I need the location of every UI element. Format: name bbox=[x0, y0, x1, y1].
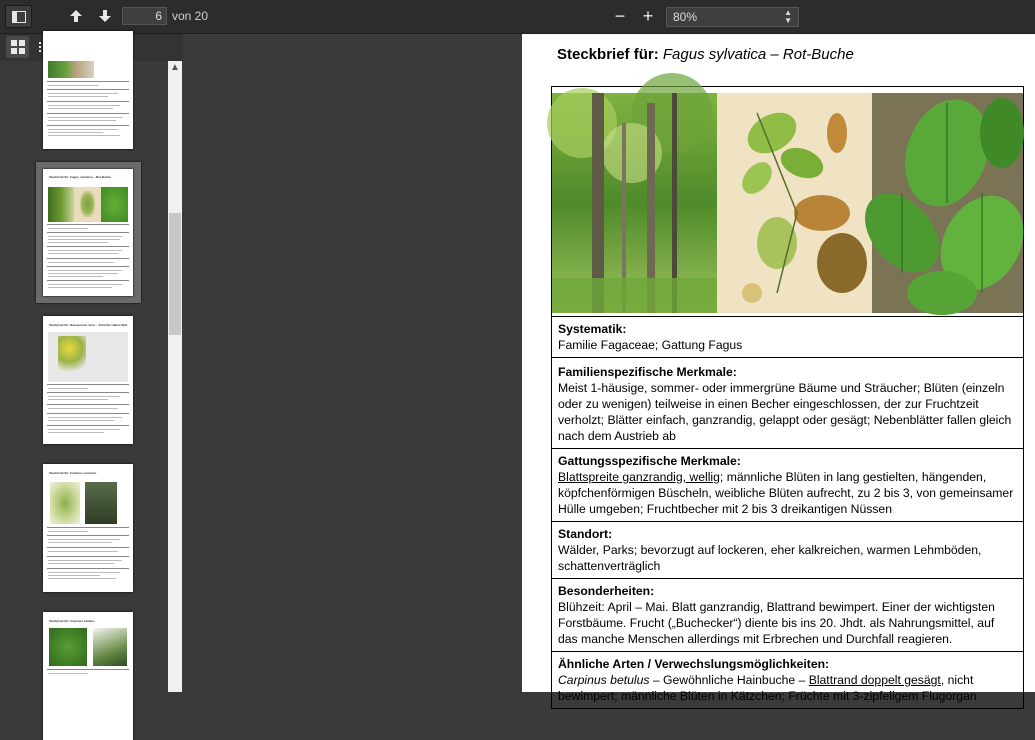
botanical-illustration bbox=[717, 93, 872, 313]
profile-table bbox=[551, 86, 1024, 709]
section-gattung: Gattungsspezifische Merkmale: Blattspreite ganzrandig, wellig; männliche Blüten in lang gestielten, hängenden, köpfchenförmigen Büscheln, weibliche Blüten aufrecht, zu 2 bis 3, von gemeinsamer Hülle umgeben; Fruchtbecher mit 2 bis 3 dreikantigen Nüssen bbox=[552, 449, 1023, 522]
page-count-label: von 20 bbox=[172, 9, 209, 23]
thumbnail-title: Steckbrief für: Fraxinus excelsior bbox=[49, 471, 97, 475]
section-systematik: Systematik: Familie Fagaceae; Gattung Fagus bbox=[552, 317, 1023, 358]
sidebar-toggle-button[interactable] bbox=[5, 5, 32, 28]
page-title: Steckbrief für: Fagus sylvatica – Rot-Buche bbox=[557, 46, 854, 63]
document-viewer[interactable] bbox=[183, 34, 1035, 703]
thumbnail-title: Steckbrief für: Fagus sylvatica – Rot-Buche bbox=[49, 175, 112, 179]
section-aehnliche-arten: Ähnliche Arten / Verwechslungsmöglichkeiten: Carpinus betulus – Gewöhnliche Hainbuche – Blattrand doppelt gesägt, nicht bewimpert; männliche Blüten in Kätzchen; Früchte mit 3-zipfeligem Flugorgan bbox=[558, 657, 977, 703]
scrollbar-thumb[interactable] bbox=[169, 213, 181, 335]
thumbnail-page-6[interactable] bbox=[43, 169, 133, 296]
thumbnail-page-7[interactable] bbox=[43, 316, 133, 444]
minus-icon: − bbox=[614, 5, 626, 26]
plus-icon: + bbox=[642, 5, 654, 26]
species-title: Fagus sylvatica – Rot-Buche bbox=[662, 46, 854, 63]
thumbnail-selected-frame[interactable] bbox=[36, 162, 141, 303]
thumbnail-image bbox=[50, 482, 80, 524]
next-page-button[interactable] bbox=[93, 5, 117, 27]
select-arrows-icon: ▲ ▼ bbox=[784, 8, 792, 25]
leaves-photo bbox=[872, 93, 1023, 313]
thumbnail-image bbox=[49, 628, 87, 666]
thumbnail-image bbox=[58, 336, 86, 378]
thumbnail-list[interactable] bbox=[0, 61, 168, 692]
thumbnail-scrollbar[interactable] bbox=[168, 61, 182, 692]
tab-thumbnails[interactable] bbox=[6, 36, 29, 58]
sidebar bbox=[0, 34, 183, 692]
thumbnail-page-9[interactable] bbox=[43, 612, 133, 740]
image-row bbox=[552, 87, 1023, 317]
toolbar bbox=[0, 0, 1035, 34]
thumbnail-image bbox=[48, 187, 74, 222]
thumbnail-page-8[interactable] bbox=[43, 464, 133, 592]
pdf-page bbox=[522, 34, 1035, 703]
zoom-select[interactable] bbox=[666, 7, 799, 27]
sidebar-toggle-icon bbox=[12, 11, 26, 23]
zoom-value: 80% bbox=[673, 10, 698, 24]
thumbnail-page-5[interactable] bbox=[43, 31, 133, 149]
section-standort: Standort: Wälder, Parks; bevorzugt auf lockeren, eher kalkreichen, warmen Lehmböden, schattenverträglich bbox=[552, 522, 1023, 579]
thumbnail-image bbox=[48, 61, 94, 78]
zoom-in-button[interactable] bbox=[636, 5, 660, 27]
thumbnail-title: Steckbrief für: Ranunculus acris – Scharfer Hahnenfuß bbox=[49, 323, 128, 327]
arrow-up-icon bbox=[69, 9, 83, 23]
scroll-up-icon[interactable]: ▲ bbox=[170, 62, 180, 73]
thumbnail-title: Steckbrief für: Carpinus betulus bbox=[49, 619, 95, 623]
previous-page-button[interactable] bbox=[64, 5, 88, 27]
grid-icon bbox=[11, 40, 25, 54]
section-familie: Familienspezifische Merkmale: Meist 1-häusige, sommer- oder immergrüne Bäume und Sträucher; Blüten (einzeln oder zu wenigen) teilweise in einen Becher eingeschlossen, der zur Fruchtzeit verholzt; Blätter einfach, ganzrandig, gelappt oder gesägt; Nebenblätter fallen gleich nach dem Austrieb ab bbox=[552, 358, 1023, 449]
arrow-down-icon bbox=[98, 9, 112, 23]
forest-photo bbox=[552, 93, 717, 313]
page-number-input[interactable] bbox=[122, 7, 167, 25]
zoom-out-button[interactable] bbox=[608, 5, 632, 27]
section-besonderheiten: Besonderheiten: Blühzeit: April – Mai. Blatt ganzrandig, Blattrand bewimpert. Einer der wichtigsten Forstbäume. Frucht („Buchecker“) diente bis ins 20. Jhdt. als Nahrungsmittel, auf das manche Menschen allerdings mit Erbrechen und Durchfall reagieren. bbox=[552, 579, 1023, 652]
